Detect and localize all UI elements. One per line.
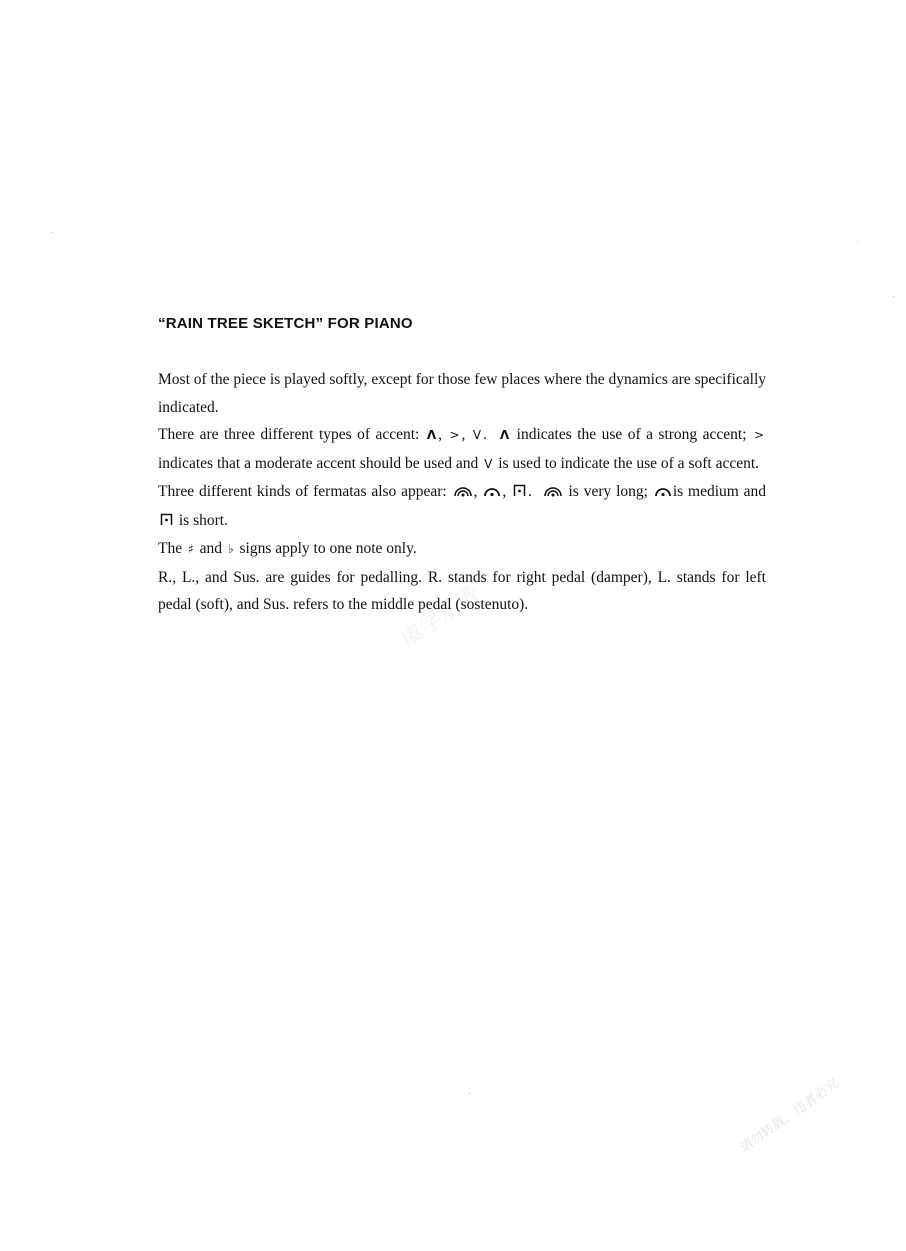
dynamics-note: Most of the piece is played softly, except for those few places where the dynamics are specifically indicated. bbox=[158, 371, 767, 416]
soft-accent-icon: V bbox=[472, 428, 482, 442]
medium-fermata-icon bbox=[655, 479, 671, 507]
corner-watermark: 请勿转载，违者必究 bbox=[737, 1076, 842, 1156]
moderate-accent-text: indicates that a moderate accent should be used and bbox=[158, 454, 479, 472]
moderate-accent-icon: > bbox=[754, 428, 765, 442]
strong-accent-text: indicates the use of a strong accent; bbox=[516, 426, 747, 443]
flat-icon: ♭ bbox=[227, 542, 234, 556]
accent-intro: There are three different types of accent: bbox=[158, 426, 420, 443]
accidentals-text: signs apply to one note only. bbox=[239, 540, 417, 557]
long-fermata-icon bbox=[454, 479, 472, 507]
accent-note: There are three different types of accent: Λ , > , V . Λ indicates the use of a strong accent; >indicates that a moderate accent should be used and V is used to indicate the use of a soft accent. bbox=[158, 421, 766, 478]
scan-speck bbox=[52, 232, 53, 233]
accidentals-and: and bbox=[199, 540, 223, 557]
soft-accent-icon: V bbox=[484, 456, 493, 471]
short-fermata-icon bbox=[513, 479, 526, 507]
soft-accent-text: is used to indicate the use of a soft accent. bbox=[498, 454, 760, 472]
medium-fermata-text: is medium and bbox=[672, 483, 767, 500]
scan-speck bbox=[469, 1093, 470, 1094]
accidentals-intro: The bbox=[158, 540, 183, 557]
page-title: “RAIN TREE SKETCH” FOR PIANO bbox=[158, 315, 413, 332]
long-fermata-text: is very long; bbox=[568, 483, 648, 500]
fermata-intro: Three different kinds of fermatas also appear: bbox=[158, 483, 447, 500]
scan-speck bbox=[857, 241, 858, 242]
fermata-note: Three different kinds of fermatas also appear: , , . is very long; is medium and is short. bbox=[158, 478, 766, 535]
accidentals-note bbox=[158, 535, 766, 564]
long-fermata-icon bbox=[544, 479, 562, 507]
moderate-accent-icon: > bbox=[449, 428, 460, 442]
short-fermata-icon bbox=[160, 508, 173, 536]
medium-fermata-icon bbox=[484, 479, 500, 507]
strong-accent-icon: Λ bbox=[426, 428, 437, 442]
strong-accent-icon: Λ bbox=[499, 428, 510, 442]
short-fermata-text: is short. bbox=[178, 511, 228, 529]
watermark: 虞学乐谱 bbox=[396, 581, 484, 653]
sharp-icon: ♯ bbox=[187, 542, 194, 556]
pedalling-note: R., L., and Sus. are guides for pedalling. R. stands for right pedal (damper), L. stands for left pedal (soft), and Sus. refers to the middle pedal (sostenuto). bbox=[158, 568, 766, 613]
scan-speck bbox=[893, 296, 894, 297]
